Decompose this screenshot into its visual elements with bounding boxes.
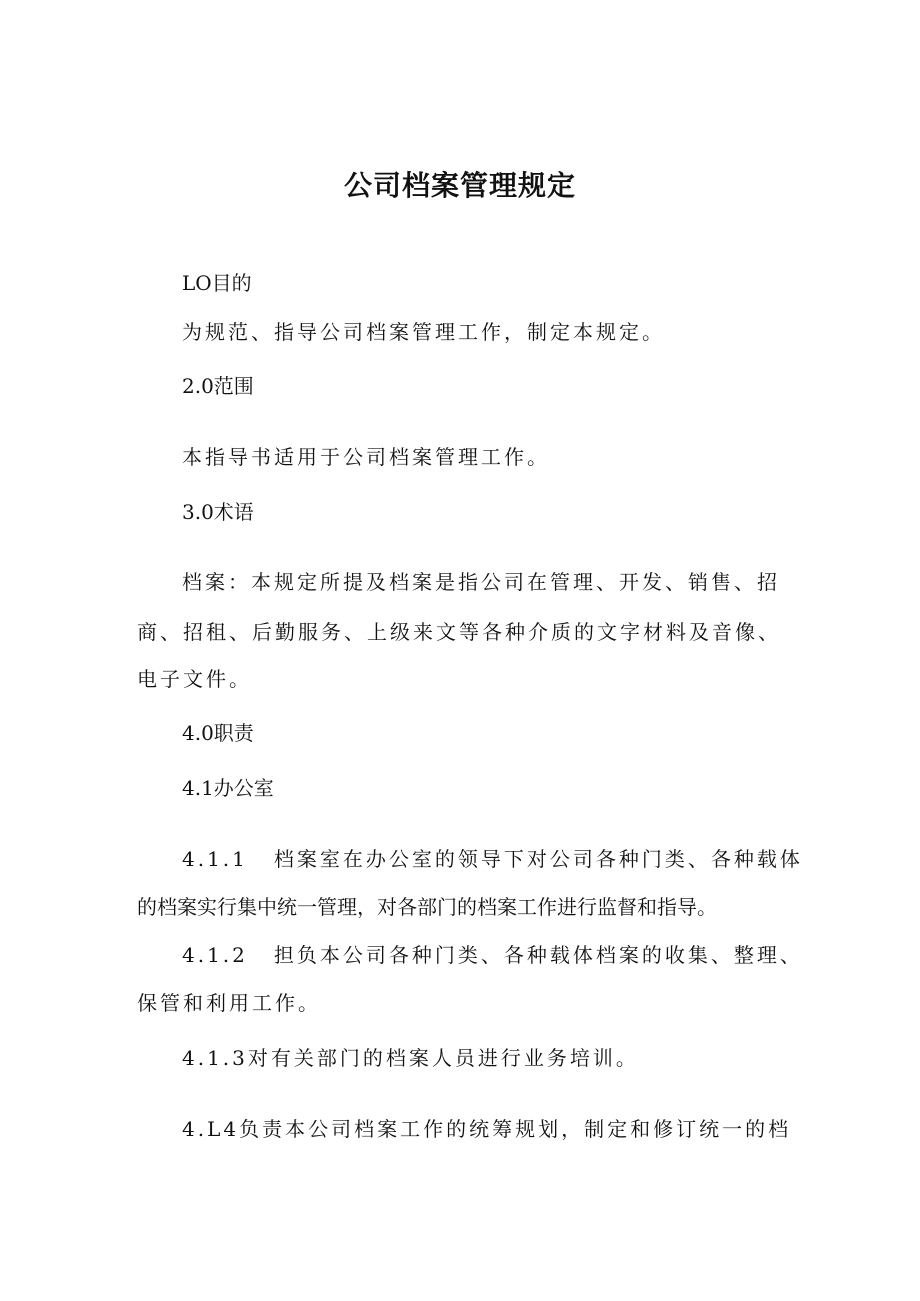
section-3-heading: 3.0术语 [182,500,254,524]
clause-number-4-1-1: 4.1.1 [182,847,248,871]
purpose-text: 为规范、指导公司档案管理工作，制定本规定。 [182,320,665,344]
clause-4-1-3: 4.1.3对有关部门的档案人员进行业务培训。 [182,1046,639,1070]
document-title: 公司档案管理规定 [343,169,576,202]
term-definition-line-1: 档案：本规定所提及档案是指公司在管理、开发、销售、招 [182,570,780,594]
term-definition-line-3: 电子文件。 [137,667,252,691]
scope-text: 本指导书适用于公司档案管理工作。 [182,445,550,469]
clause-4-1-2-line-2: 保管和利用工作。 [137,991,321,1015]
section-1-heading: LO目的 [182,271,252,295]
term-definition-line-2: 商、招租、后勤服务、上级来文等各种介质的文字材料及音像、 [137,620,781,644]
clause-4-1-1-line-2: 的档案实行集中统一管理，对各部门的档案工作进行监督和指导。 [137,895,717,919]
clause-4-1-1-text: 档案室在办公室的领导下对公司各种门类、各种载体 [273,847,803,871]
clause-4-1-1-line-1 [182,844,803,874]
subsection-4-1-heading: 4.1办公室 [182,776,274,800]
clause-4-1-4: 4.L4负责本公司档案工作的统筹规划，制定和修订统一的档 [182,1117,792,1141]
section-4-heading: 4.0职责 [182,721,254,745]
clause-4-1-2-text: 担负本公司各种门类、各种载体档案的收集、整理、 [273,943,803,967]
clause-4-1-2-line-1 [182,940,803,970]
section-2-heading: 2.0范围 [182,374,254,398]
clause-number-4-1-2: 4.1.2 [182,943,248,967]
